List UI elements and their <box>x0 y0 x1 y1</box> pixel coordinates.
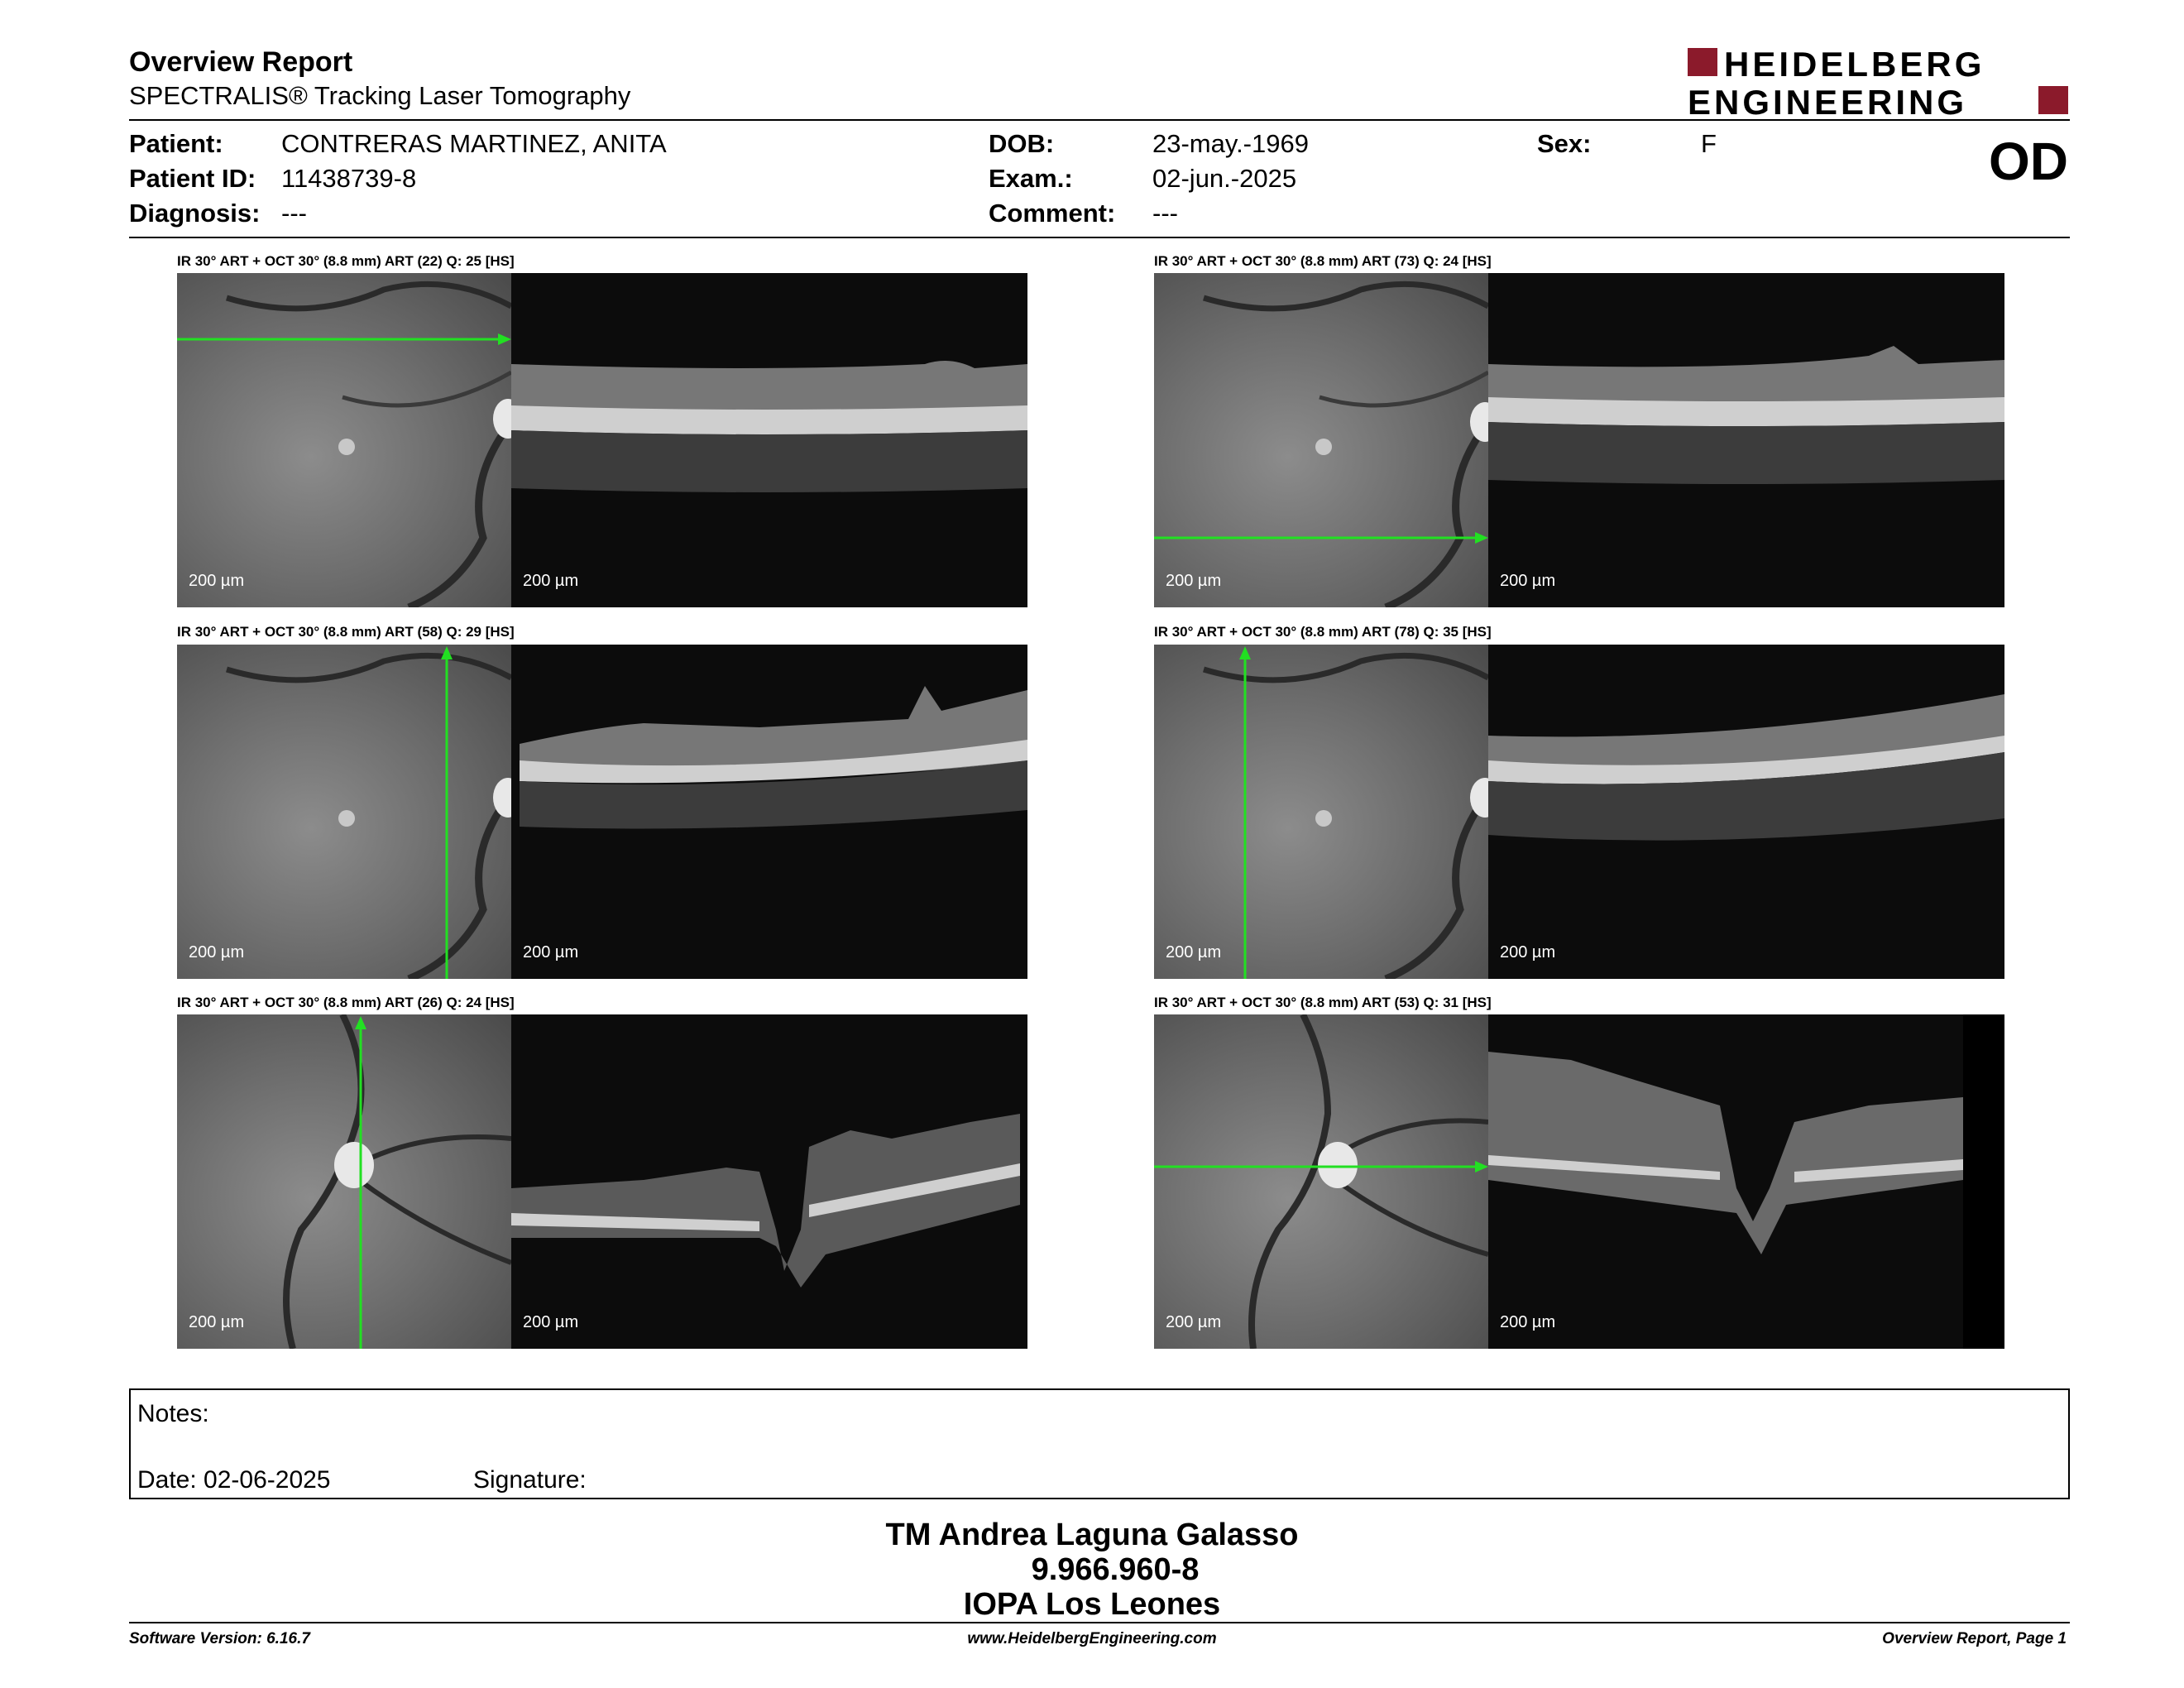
panel-4-ir-drawing <box>1154 645 1488 979</box>
exam-value: 02-jun.-2025 <box>1152 164 1297 193</box>
panel-3-caption: IR 30° ART + OCT 30° (8.8 mm) ART (58) Q: 29 [HS] <box>177 624 515 640</box>
panel-5-ir-image <box>177 1014 511 1349</box>
footer-page: Overview Report, Page 1 <box>1882 1630 2067 1647</box>
header-rule-top <box>129 119 2070 121</box>
diagnosis-label: Diagnosis: <box>129 199 261 228</box>
panel-4-caption: IR 30° ART + OCT 30° (8.8 mm) ART (78) Q: 35 [HS] <box>1154 624 1492 640</box>
panel-3-oct-scale: 200 µm <box>523 943 579 961</box>
panel-2-ir-drawing <box>1154 273 1488 607</box>
panel-4-ir-image <box>1154 645 1488 979</box>
comment-value: --- <box>1152 199 1178 228</box>
signature-label: Signature: <box>473 1466 587 1494</box>
panel-6-ir-image <box>1154 1014 1488 1349</box>
panel-5-oct-image <box>511 1014 1027 1349</box>
panel-6-ir-scale: 200 µm <box>1166 1313 1222 1331</box>
patient-id: 11438739-8 <box>281 164 417 193</box>
report-subtitle: SPECTRALIS® Tracking Laser Tomography <box>129 81 631 110</box>
panel-5-oct-scale: 200 µm <box>523 1313 579 1331</box>
footer-rule <box>129 1622 2070 1623</box>
panel-2-caption: IR 30° ART + OCT 30° (8.8 mm) ART (73) Q: 24 [HS] <box>1154 253 1492 269</box>
panel-3-ir-drawing <box>177 645 511 979</box>
panel-5-caption: IR 30° ART + OCT 30° (8.8 mm) ART (26) Q: 24 [HS] <box>177 995 515 1010</box>
panel-6-ir-drawing <box>1154 1014 1488 1349</box>
logo-line2: ENGINEERING <box>1688 83 1968 119</box>
panel-2-ir-image <box>1154 273 1488 607</box>
signatory-rut: 9.966.960-8 <box>1031 1552 1200 1587</box>
sex-label: Sex: <box>1537 129 1592 158</box>
panel-3-ir-image <box>177 645 511 979</box>
panel-5-ir-drawing <box>177 1014 511 1349</box>
panel-5-oct-drawing <box>511 1014 1027 1349</box>
dob-label: DOB: <box>989 129 1055 158</box>
panel-4-oct-drawing <box>1488 645 2004 979</box>
patient-label: Patient: <box>129 129 223 158</box>
dob-value: 23-may.-1969 <box>1152 129 1309 158</box>
panel-6-oct-scale: 200 µm <box>1500 1313 1556 1331</box>
sex-value: F <box>1701 129 1717 158</box>
panel-2-oct-image <box>1488 273 2004 607</box>
logo-square-top <box>1688 48 1717 76</box>
panel-6-caption: IR 30° ART + OCT 30° (8.8 mm) ART (53) Q: 31 [HS] <box>1154 995 1492 1010</box>
patient-name: CONTRERAS MARTINEZ, ANITA <box>281 129 667 158</box>
patient-id-label: Patient ID: <box>129 164 256 193</box>
notes-date: Date: 02-06-2025 <box>137 1466 331 1494</box>
panel-4-ir-scale: 200 µm <box>1166 943 1222 961</box>
footer-website[interactable]: www.HeidelbergEngineering.com <box>967 1630 1217 1647</box>
panel-4-oct-image <box>1488 645 2004 979</box>
panel-1-ir-scale: 200 µm <box>189 572 245 590</box>
panel-3-ir-scale: 200 µm <box>189 943 245 961</box>
panel-1-ir-image <box>177 273 511 607</box>
logo-line1: HEIDELBERG <box>1724 45 1985 84</box>
eye-label: OD <box>1989 132 2068 191</box>
panel-6-oct-image <box>1488 1014 2004 1349</box>
panel-2-oct-scale: 200 µm <box>1500 572 1556 590</box>
panel-1-oct-scale: 200 µm <box>523 572 579 590</box>
notes-label: Notes: <box>137 1400 209 1427</box>
panel-2-ir-scale: 200 µm <box>1166 572 1222 590</box>
signatory-institution: IOPA Los Leones <box>963 1587 1221 1622</box>
panel-5-ir-scale: 200 µm <box>189 1313 245 1331</box>
logo-square-bottom <box>2038 86 2068 114</box>
panel-3-oct-drawing <box>511 645 1027 979</box>
panel-1-oct-drawing <box>511 273 1027 607</box>
panel-2-oct-drawing <box>1488 273 2004 607</box>
signatory-name: TM Andrea Laguna Galasso <box>885 1518 1299 1552</box>
diagnosis-value: --- <box>281 199 307 228</box>
software-version: Software Version: 6.16.7 <box>129 1630 310 1647</box>
header-rule-bottom <box>129 237 2070 238</box>
panel-6-oct-drawing <box>1488 1014 2004 1349</box>
report-title: Overview Report <box>129 46 353 78</box>
comment-label: Comment: <box>989 199 1116 228</box>
notes-box <box>129 1388 2070 1499</box>
panel-3-oct-image <box>511 645 1027 979</box>
panel-1-caption: IR 30° ART + OCT 30° (8.8 mm) ART (22) Q: 25 [HS] <box>177 253 515 269</box>
exam-label: Exam.: <box>989 164 1073 193</box>
panel-4-oct-scale: 200 µm <box>1500 943 1556 961</box>
heidelberg-logo <box>1688 45 2068 119</box>
panel-1-ir-drawing <box>177 273 511 607</box>
panel-1-oct-image <box>511 273 1027 607</box>
